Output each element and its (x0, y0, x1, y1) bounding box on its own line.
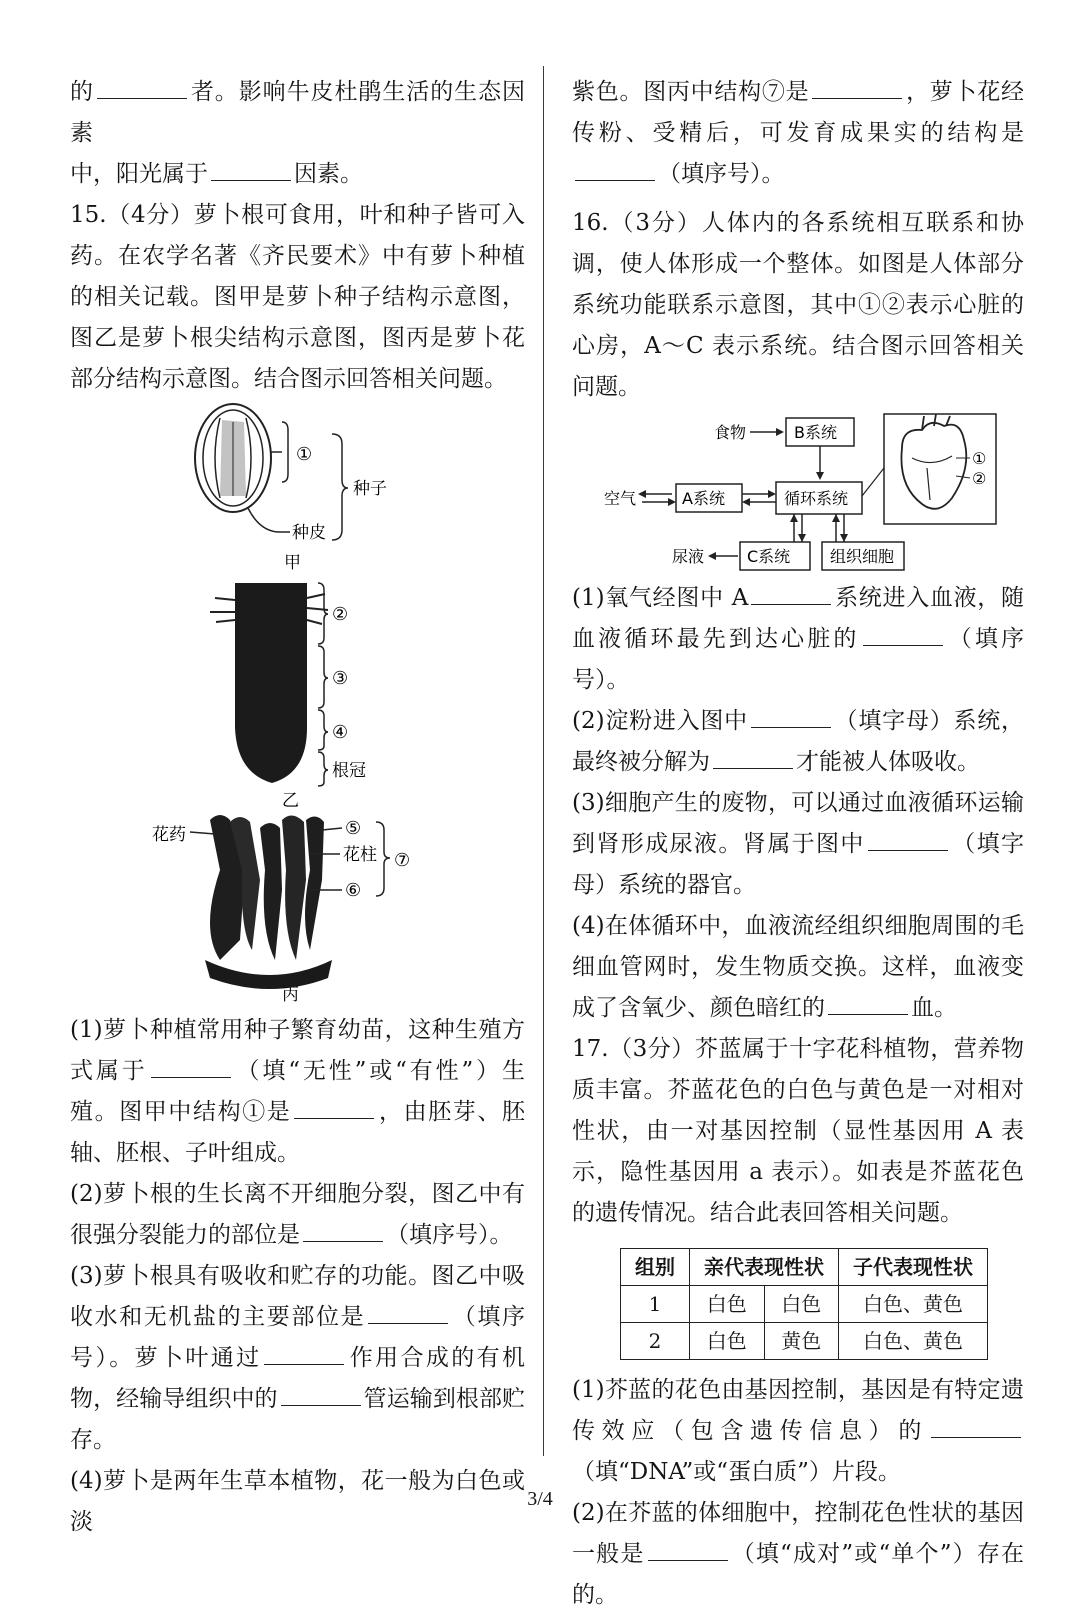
question-17-2: (2)在芥蓝的体细胞中，控制花色性状的基因一般是 （填“成对”或“单个”）存在的。 (572, 1500, 1024, 1608)
question-17-stem: 17.（3分）芥蓝属于十字花科植物，营养物质丰富。芥蓝花色的白色与黄色是一对相对性状，由一对基因控制（显性基因用 A 表示，隐性基因用 a 表示）。如表是芥蓝花色的遗传情况。结合此表回答相关问题。 (572, 1036, 1024, 1226)
table-header: 子代表现性状 (839, 1249, 988, 1286)
figure-flower (70, 810, 525, 1010)
question-16-1: (1)氧气经图中 A 系统进入血液，随血液循环最先到达心脏的 （填序号）。 (572, 585, 1025, 693)
root-label-3: ③ (332, 668, 349, 689)
table-cell: 黄色 (764, 1323, 839, 1360)
answer-blank[interactable] (151, 1059, 231, 1078)
answer-blank[interactable] (751, 709, 831, 728)
air-label: 空气 (604, 489, 637, 508)
question-15-3: (3)萝卜根具有吸收和贮存的功能。图乙中吸收水和无机盐的主要部位是 （填序号）。萝卜叶通过 作用合成的有机物，经输导组织中的 管运输到根部贮存。 (70, 1263, 526, 1453)
answer-blank[interactable] (211, 162, 291, 181)
answer-blank[interactable] (713, 750, 793, 769)
question-16-3: (3)细胞产生的废物，可以通过血液循环运输到肾形成尿液。肾属于图中 （填字母）系统的器官。 (572, 790, 1025, 898)
question-15-stem: 15.（4分）萝卜根可食用，叶和种子皆可入药。在农学名著《齐民要术》中有萝卜种植的相关记载。图甲是萝卜种子结构示意图，图乙是萝卜根尖结构示意图，图丙是萝卜花部分结构示意图。结合图示回答相关问题。 (70, 202, 525, 392)
seed-label: 种子 (353, 479, 387, 499)
b-system-label: B系统 (794, 423, 837, 442)
question-17-1: (1)芥蓝的花色由基因控制，基因是有特定遗传效应（包含遗传信息）的（填“DNA”或“蛋白质”）片段。 (572, 1377, 1024, 1485)
table-row (621, 1323, 988, 1360)
answer-blank[interactable] (294, 1100, 374, 1119)
question-15-1: (1)萝卜种植常用种子繁育幼苗，这种生殖方式属于 （填“无性”或“有性”）生殖。图甲中结构①是 ，由胚芽、胚轴、胚根、子叶组成。 (70, 1017, 526, 1166)
column-divider (543, 66, 544, 1456)
flower-label-5: ⑤ (345, 818, 362, 839)
table-cell: 白色、黄色 (839, 1323, 988, 1360)
root-tip-drawing (210, 583, 328, 783)
inheritance-table (620, 1248, 988, 1360)
figure-bing-caption: 丙 (282, 985, 299, 1005)
question-15-2: (2)萝卜根的生长离不开细胞分裂，图乙中有很强分裂能力的部位是 （填序号）。 (70, 1181, 525, 1248)
heart-icon (901, 414, 966, 509)
answer-blank[interactable] (368, 1305, 448, 1324)
figure-yi-caption: 乙 (282, 791, 299, 810)
table-header: 组别 (621, 1249, 690, 1286)
table-cell: 2 (621, 1323, 690, 1360)
flower-label-7: ⑦ (394, 850, 411, 871)
figure-seed (70, 400, 525, 578)
table-cell: 白色 (690, 1323, 765, 1360)
table-header: 亲代表现性状 (690, 1249, 839, 1286)
table-cell: 白色 (690, 1286, 765, 1323)
answer-blank[interactable] (931, 1419, 1021, 1438)
system-diagram (572, 408, 1024, 578)
root-label-2: ② (332, 604, 349, 625)
answer-blank[interactable] (828, 996, 908, 1015)
c-system-label: C系统 (747, 547, 791, 566)
a-system-label: A系统 (682, 489, 725, 508)
seed-coat-label: 种皮 (292, 523, 326, 543)
question-15-4-cont: 紫色。图丙中结构⑦是 ，萝卜花经传粉、受精后，可发育成果实的结构是（填序号）。 (572, 79, 1025, 187)
seed-label-1: ① (296, 444, 313, 465)
question-16-4: (4)在体循环中，血液流经组织细胞周围的毛细血管网时，发生物质交换。这样，血液变成了含氧少、颜色暗红的 血。 (572, 913, 1024, 1021)
page-number: 3/4 (527, 1488, 553, 1510)
answer-blank[interactable] (575, 162, 655, 181)
left-column (70, 72, 525, 1543)
urine-label: 尿液 (672, 547, 705, 566)
table-cell: 1 (621, 1286, 690, 1323)
question-15-4-start: (4)萝卜是两年生草本植物，花一般为白色或淡 (70, 1468, 525, 1535)
food-label: 食物 (714, 423, 747, 442)
answer-blank[interactable] (648, 1542, 728, 1561)
heart-label-1: ① (972, 449, 987, 468)
figure-root-tip (70, 578, 525, 810)
tissue-label: 组织细胞 (830, 547, 895, 566)
question-16-2: (2)淀粉进入图中 （填字母）系统，最终被分解为 才能被人体吸收。 (572, 708, 1024, 775)
answer-blank[interactable] (751, 586, 831, 605)
answer-blank[interactable] (281, 1387, 361, 1406)
flower-label-6: ⑥ (345, 880, 362, 901)
question-16-stem: 16.（3分）人体内的各系统相互联系和协调，使人体形成一个整体。如图是人体部分系统功能联系示意图，其中①②表示心脏的心房，A～C 表示系统。结合图示回答相关问题。 (572, 210, 1024, 400)
figure-jia-caption: 甲 (284, 553, 301, 573)
table-row (621, 1286, 988, 1323)
right-column (572, 72, 1024, 1616)
seed-drawing (195, 404, 271, 512)
answer-blank[interactable] (863, 627, 943, 646)
answer-blank[interactable] (812, 80, 902, 99)
table-header-row (621, 1249, 988, 1286)
flower-drawing (205, 815, 332, 989)
answer-blank[interactable] (97, 80, 187, 99)
answer-blank[interactable] (264, 1346, 344, 1365)
circulatory-label: 循环系统 (784, 489, 849, 508)
intro-line-1: 的 者。影响牛皮杜鹃生活的生态因素 (70, 79, 526, 146)
answer-blank[interactable] (868, 832, 948, 851)
anther-label: 花药 (152, 825, 186, 845)
table-cell: 白色、黄色 (839, 1286, 988, 1323)
root-label-4: ④ (332, 722, 349, 743)
heart-label-2: ② (972, 469, 987, 488)
root-cap-label: 根冠 (332, 761, 366, 781)
table-cell: 白色 (764, 1286, 839, 1323)
intro-line-2: 中，阳光属于 因素。 (70, 161, 363, 187)
style-label: 花柱 (343, 845, 377, 865)
answer-blank[interactable] (303, 1223, 383, 1242)
